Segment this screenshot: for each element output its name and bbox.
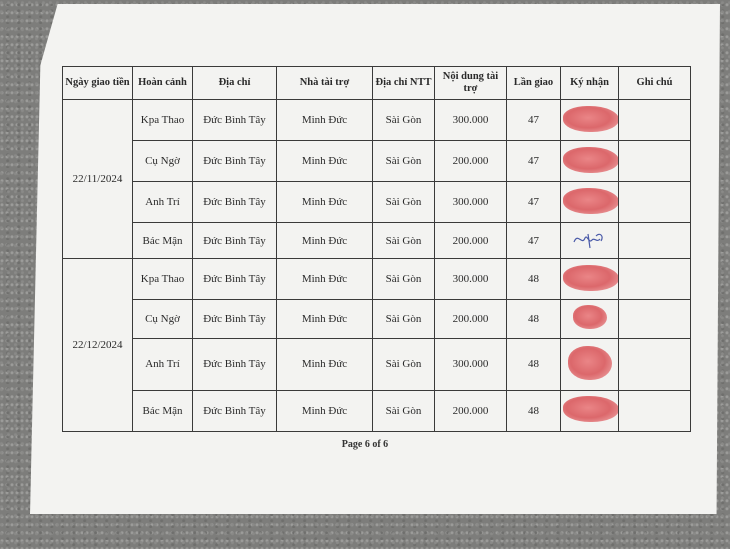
signature-cell bbox=[561, 223, 619, 259]
header-circumstance: Hoàn cảnh bbox=[133, 67, 193, 100]
sponsor-cell: Minh Đức bbox=[277, 100, 373, 141]
signature-cell bbox=[561, 100, 619, 141]
sponsor-address-cell: Sài Gòn bbox=[373, 259, 435, 300]
amount-cell: 200.000 bbox=[435, 141, 507, 182]
name-cell: Anh Trí bbox=[133, 338, 193, 390]
table-row bbox=[63, 182, 691, 223]
amount-cell: 200.000 bbox=[435, 390, 507, 431]
name-cell: Bác Mận bbox=[133, 223, 193, 259]
name-cell: Kpa Thao bbox=[133, 259, 193, 300]
table-row bbox=[63, 141, 691, 182]
handwritten-signature bbox=[570, 228, 610, 250]
table-row bbox=[63, 100, 691, 141]
table-body bbox=[63, 100, 691, 432]
notes-cell bbox=[619, 390, 691, 431]
notes-cell bbox=[619, 182, 691, 223]
signature-cell bbox=[561, 338, 619, 390]
table-row bbox=[63, 259, 691, 300]
name-cell: Kpa Thao bbox=[133, 100, 193, 141]
round-cell: 48 bbox=[507, 259, 561, 300]
sponsor-cell: Minh Đức bbox=[277, 223, 373, 259]
round-cell: 48 bbox=[507, 300, 561, 338]
header-address: Địa chỉ bbox=[193, 67, 277, 100]
signature-cell bbox=[561, 390, 619, 431]
sponsor-address-cell: Sài Gòn bbox=[373, 338, 435, 390]
sponsor-cell: Minh Đức bbox=[277, 300, 373, 338]
sponsor-cell: Minh Đức bbox=[277, 338, 373, 390]
round-cell: 47 bbox=[507, 141, 561, 182]
sponsor-cell: Minh Đức bbox=[277, 259, 373, 300]
sponsor-cell: Minh Đức bbox=[277, 390, 373, 431]
header-sponsor-address: Địa chỉ NTT bbox=[373, 67, 435, 100]
name-cell: Cụ Ngờ bbox=[133, 141, 193, 182]
notes-cell bbox=[619, 223, 691, 259]
signature-cell bbox=[561, 300, 619, 338]
sponsor-address-cell: Sài Gòn bbox=[373, 300, 435, 338]
fingerprint-stamp bbox=[563, 396, 619, 422]
amount-cell: 300.000 bbox=[435, 338, 507, 390]
sponsor-address-cell: Sài Gòn bbox=[373, 100, 435, 141]
table-row bbox=[63, 300, 691, 338]
amount-cell: 300.000 bbox=[435, 100, 507, 141]
delivery-table bbox=[62, 66, 691, 432]
sponsor-address-cell: Sài Gòn bbox=[373, 141, 435, 182]
address-cell: Đức Bình Tây bbox=[193, 259, 277, 300]
fingerprint-stamp bbox=[573, 305, 607, 329]
fingerprint-stamp bbox=[568, 346, 612, 380]
header-content: Nội dung tài trợ bbox=[435, 67, 507, 100]
sponsor-address-cell: Sài Gòn bbox=[373, 223, 435, 259]
header-round: Lần giao bbox=[507, 67, 561, 100]
notes-cell bbox=[619, 300, 691, 338]
signature-cell bbox=[561, 259, 619, 300]
amount-cell: 300.000 bbox=[435, 182, 507, 223]
header-signature: Ký nhận bbox=[561, 67, 619, 100]
table-row bbox=[63, 338, 691, 390]
table-row bbox=[63, 223, 691, 259]
signature-cell bbox=[561, 182, 619, 223]
fingerprint-stamp bbox=[563, 147, 619, 173]
round-cell: 47 bbox=[507, 223, 561, 259]
delivery-date-cell: 22/12/2024 bbox=[63, 259, 133, 432]
sponsor-cell: Minh Đức bbox=[277, 182, 373, 223]
table-header-row bbox=[63, 67, 691, 100]
address-cell: Đức Bình Tây bbox=[193, 300, 277, 338]
notes-cell bbox=[619, 259, 691, 300]
signature-cell bbox=[561, 141, 619, 182]
address-cell: Đức Bình Tây bbox=[193, 390, 277, 431]
name-cell: Cụ Ngờ bbox=[133, 300, 193, 338]
address-cell: Đức Bình Tây bbox=[193, 141, 277, 182]
name-cell: Anh Trí bbox=[133, 182, 193, 223]
round-cell: 47 bbox=[507, 100, 561, 141]
sponsor-cell: Minh Đức bbox=[277, 141, 373, 182]
fingerprint-stamp bbox=[563, 106, 619, 132]
address-cell: Đức Bình Tây bbox=[193, 182, 277, 223]
delivery-date-cell: 22/11/2024 bbox=[63, 100, 133, 259]
fingerprint-stamp bbox=[563, 188, 619, 214]
fingerprint-stamp bbox=[563, 265, 619, 291]
address-cell: Đức Bình Tây bbox=[193, 338, 277, 390]
notes-cell bbox=[619, 100, 691, 141]
notes-cell bbox=[619, 338, 691, 390]
notes-cell bbox=[619, 141, 691, 182]
page-number: Page 6 of 6 bbox=[341, 439, 389, 450]
amount-cell: 300.000 bbox=[435, 259, 507, 300]
sponsor-address-cell: Sài Gòn bbox=[373, 390, 435, 431]
name-cell: Bác Mận bbox=[133, 390, 193, 431]
round-cell: 47 bbox=[507, 182, 561, 223]
header-sponsor: Nhà tài trợ bbox=[277, 67, 373, 100]
round-cell: 48 bbox=[507, 338, 561, 390]
address-cell: Đức Bình Tây bbox=[193, 100, 277, 141]
sponsor-address-cell: Sài Gòn bbox=[373, 182, 435, 223]
header-notes: Ghi chú bbox=[619, 67, 691, 100]
header-date: Ngày giao tiền bbox=[63, 67, 133, 100]
amount-cell: 200.000 bbox=[435, 223, 507, 259]
amount-cell: 200.000 bbox=[435, 300, 507, 338]
round-cell: 48 bbox=[507, 390, 561, 431]
address-cell: Đức Bình Tây bbox=[193, 223, 277, 259]
table-row bbox=[63, 390, 691, 431]
